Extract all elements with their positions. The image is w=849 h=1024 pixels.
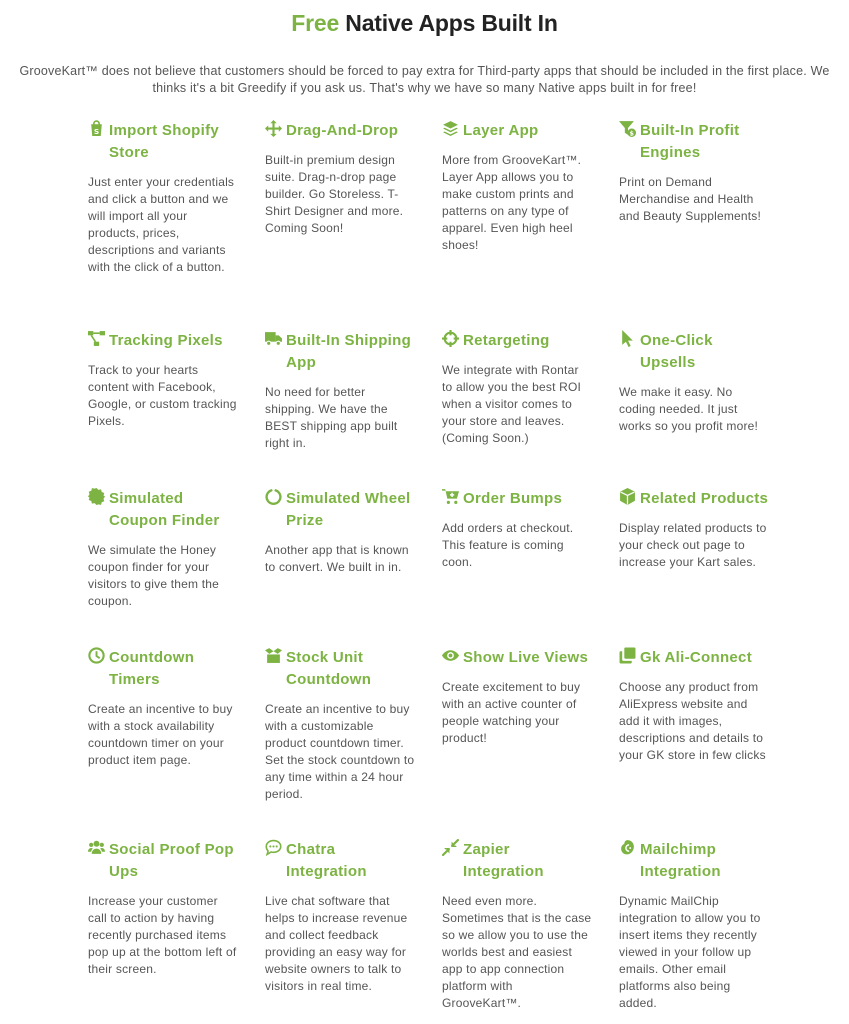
feature-card-chatra-integration	[265, 839, 415, 995]
feature-card-social-proof-pop-ups	[88, 839, 238, 978]
feature-description: More from GrooveKart™. Layer App allows you to make custom prints and patterns on any type of apparel. Even high heel shoes!	[442, 153, 582, 252]
feature-card-stock-unit-countdown	[265, 647, 415, 803]
feature-header	[442, 839, 592, 883]
feature-header	[88, 647, 238, 691]
feature-card-simulated-wheel-prize	[265, 488, 415, 576]
feature-header	[88, 839, 238, 883]
eye-icon	[442, 647, 459, 664]
feature-description: Need even more. Sometimes that is the case so we allow you to use the worlds best and easiest app to app connection platform with GrooveKart™.	[442, 894, 592, 1010]
compress-arrows-icon	[442, 839, 459, 856]
feature-description: Another app that is known to convert. We built in in.	[265, 543, 409, 574]
comment-dots-icon	[265, 839, 282, 856]
feature-title: Simulated Coupon Finder	[109, 490, 220, 529]
feature-card-import-shopify-store	[88, 120, 238, 276]
feature-header	[265, 647, 415, 691]
feature-card-tracking-pixels	[88, 330, 238, 430]
project-diagram-icon	[88, 330, 105, 347]
feature-title: Zapier Integration	[463, 841, 544, 880]
feature-description: Add orders at checkout. This feature is coming coon.	[442, 521, 574, 569]
feature-description: Live chat software that helps to increase revenue and collect feedback providing an easy way for website owners to talk to visitors in real time.	[265, 894, 408, 993]
feature-description: Just enter your credentials and click a button and we will import all your products, prices, descriptions and variants with the click of a button.	[88, 175, 235, 274]
feature-card-order-bumps	[442, 488, 592, 571]
layers-icon	[442, 120, 459, 137]
feature-header	[619, 839, 769, 883]
feature-title: Gk Ali-Connect	[640, 649, 752, 666]
feature-header	[619, 647, 769, 669]
feature-title: Countdown Timers	[109, 649, 195, 688]
feature-header	[265, 330, 415, 374]
box-open-icon	[265, 647, 282, 664]
truck-icon	[265, 330, 282, 347]
feature-card-simulated-coupon-finder	[88, 488, 238, 610]
feature-header	[88, 120, 238, 164]
feature-description: We simulate the Honey coupon finder for your visitors to give them the coupon.	[88, 543, 220, 608]
feature-card-gk-ali-connect	[619, 647, 769, 764]
feature-title: Mailchimp Integration	[640, 841, 721, 880]
feature-title: One-Click Upsells	[640, 332, 713, 371]
feature-description: We make it easy. No coding needed. It just works so you profit more!	[619, 385, 759, 433]
feature-title: Layer App	[463, 122, 539, 139]
feature-card-layer-app	[442, 120, 592, 254]
feature-header	[265, 839, 415, 883]
feature-description: Print on Demand Merchandise and Health and Beauty Supplements!	[619, 175, 762, 223]
svg-text:S: S	[93, 126, 100, 136]
feature-card-mailchimp-integration	[619, 839, 769, 1012]
feature-header	[442, 647, 592, 669]
feature-title: Import Shopify Store	[109, 122, 220, 161]
feature-title: Tracking Pixels	[109, 332, 223, 349]
feature-description: Create an incentive to buy with a stock availability countdown timer on your product item page.	[88, 702, 233, 767]
funnel-dollar-icon	[619, 120, 636, 137]
svg-text:$: $	[629, 129, 634, 137]
feature-card-one-click-upsells	[619, 330, 769, 435]
mailchimp-icon	[619, 839, 636, 856]
circle-notch-icon	[265, 488, 282, 505]
feature-title: Retargeting	[463, 332, 550, 349]
feature-title: Chatra Integration	[286, 841, 367, 880]
page-title-accent: Free	[291, 10, 340, 36]
feature-description: Track to your hearts content with Facebook, Google, or custom tracking Pixels.	[88, 363, 237, 428]
shopify-bag-icon	[88, 120, 105, 137]
feature-title: Social Proof Pop Ups	[109, 841, 234, 880]
feature-card-built-in-profit-engines	[619, 120, 769, 225]
feature-header	[88, 488, 238, 532]
feature-description: Built-in premium design suite. Drag-n-drop page builder. Go Storeless. T-Shirt Designer and more. Coming Soon!	[265, 153, 404, 235]
feature-card-drag-and-drop	[265, 120, 415, 237]
feature-header	[619, 488, 769, 510]
feature-description: No need for better shipping. We have the BEST shipping app built right in.	[265, 385, 398, 450]
feature-title: Built-In Profit Engines	[640, 122, 740, 161]
feature-card-zapier-integration	[442, 839, 592, 1012]
feature-card-show-live-views	[442, 647, 592, 747]
feature-header	[442, 488, 592, 510]
feature-description: Create excitement to buy with an active counter of people watching your product!	[442, 680, 581, 745]
feature-description: Choose any product from AliExpress website and add it with images, descriptions and details to your GK store in few clicks	[619, 680, 766, 762]
feature-card-related-products	[619, 488, 769, 571]
certificate-icon	[88, 488, 105, 505]
page-title	[0, 10, 849, 37]
feature-card-built-in-shipping-app	[265, 330, 415, 452]
page-title-rest: Native Apps Built In	[345, 10, 558, 36]
feature-description: We integrate with Rontar to allow you the best ROI when a visitor comes to your store and leaves. (Coming Soon.)	[442, 363, 582, 445]
feature-header	[442, 330, 592, 352]
feature-card-retargeting	[442, 330, 592, 447]
intro-text: GrooveKart™ does not believe that customers should be forced to pay extra for Third-party apps that should be included in the first place. We thinks it's a bit Greedify if you ask us. That's why we have so many Native apps built in for free!	[19, 64, 830, 95]
feature-card-countdown-timers	[88, 647, 238, 769]
feature-title: Order Bumps	[463, 490, 563, 507]
feature-header	[442, 120, 592, 142]
feature-header	[88, 330, 238, 352]
feature-description: Increase your customer call to action by having recently purchased items pop up at the bottom left of their screen.	[88, 894, 237, 976]
feature-description: Dynamic MailChip integration to allow you to insert items they recently viewed in your follow up emails. Other email platforms also being added.	[619, 894, 761, 1010]
clone-icon	[619, 647, 636, 664]
crosshairs-icon	[442, 330, 459, 347]
feature-title: Built-In Shipping App	[286, 332, 412, 371]
feature-header	[619, 330, 769, 374]
mouse-pointer-icon	[619, 330, 636, 347]
feature-title: Stock Unit Countdown	[286, 649, 372, 688]
feature-description: Display related products to your check out page to increase your Kart sales.	[619, 521, 767, 569]
cart-plus-icon	[442, 488, 459, 505]
feature-header	[619, 120, 769, 164]
feature-header	[265, 488, 415, 532]
cube-icon	[619, 488, 636, 505]
users-icon	[88, 839, 105, 856]
clock-icon	[88, 647, 105, 664]
feature-title: Show Live Views	[463, 649, 589, 666]
feature-title: Related Products	[640, 490, 769, 507]
move-arrows-icon	[265, 120, 282, 137]
feature-description: Create an incentive to buy with a customizable product countdown timer. Set the stock countdown to any time within a 24 hour period.	[265, 702, 415, 801]
feature-title: Simulated Wheel Prize	[286, 490, 411, 529]
feature-title: Drag-And-Drop	[286, 122, 399, 139]
feature-header	[265, 120, 415, 142]
